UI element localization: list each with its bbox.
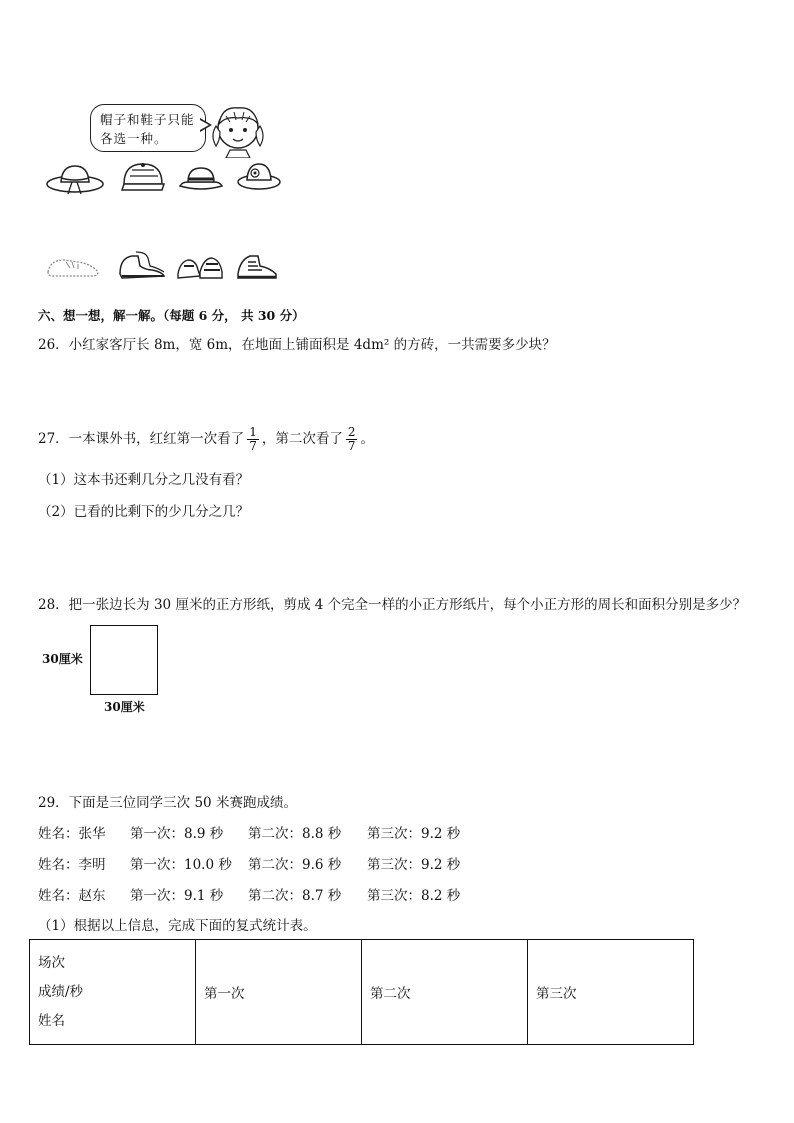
girl-icon	[208, 96, 270, 158]
sports-shoes-icon	[234, 250, 280, 282]
flower-hat-icon	[236, 158, 282, 192]
table-col-third: 第三次	[527, 940, 693, 1045]
question-27-part-2: （2）已看的比剩下的少几分之几？	[38, 504, 250, 520]
question-27-middle: ，第二次看了	[261, 431, 343, 447]
table-col-second: 第二次	[362, 940, 528, 1045]
speech-bubble-text: 帽子和鞋子只能各选一种。	[100, 112, 195, 146]
cap-icon	[118, 160, 168, 194]
question-27-prefix: 27．一本课外书，红红第一次看了	[38, 431, 245, 447]
square-side-label-left: 30厘米	[42, 652, 83, 666]
square-figure	[90, 625, 158, 695]
sneaker-icon	[44, 252, 102, 280]
fraction-one-seventh: $\frac{1}{7}$	[249, 425, 257, 453]
fedora-hat-icon	[176, 162, 226, 194]
question-27-part-1: （1）这本书还剩几分之几没有看？	[38, 472, 250, 488]
fraction-two-sevenths: $\frac{2}{7}$	[347, 425, 356, 453]
question-26: 26．小红家客厅长 8m，宽 6m，在地面上铺面积是 4dm² 的方砖，一共需要多少块？	[38, 337, 556, 353]
sandals-icon	[174, 250, 226, 282]
section-heading: 六、想一想，解一解。（每题 6 分， 共 30 分）	[38, 308, 305, 323]
table-col-first: 第一次	[196, 940, 362, 1045]
question-28: 28．把一张边长为 30 厘米的正方形纸，剪成 4 个完全一样的小正方形纸片，每个小正方形的周长和面积分别是多少？	[38, 597, 747, 613]
question-27	[38, 424, 374, 454]
table-header-corner: 场次 成绩/秒 姓名	[30, 940, 196, 1045]
stats-table	[29, 939, 694, 1045]
leather-shoes-icon	[116, 248, 168, 282]
question-27-suffix: 。	[360, 431, 374, 447]
question-29: 29．下面是三位同学三次 50 米赛跑成绩。	[38, 795, 297, 811]
question-29-part-1: （1）根据以上信息，完成下面的复式统计表。	[38, 918, 317, 934]
sun-hat-icon	[44, 160, 106, 198]
table-row	[30, 940, 694, 1045]
square-side-label-bottom: 30厘米	[104, 700, 145, 714]
